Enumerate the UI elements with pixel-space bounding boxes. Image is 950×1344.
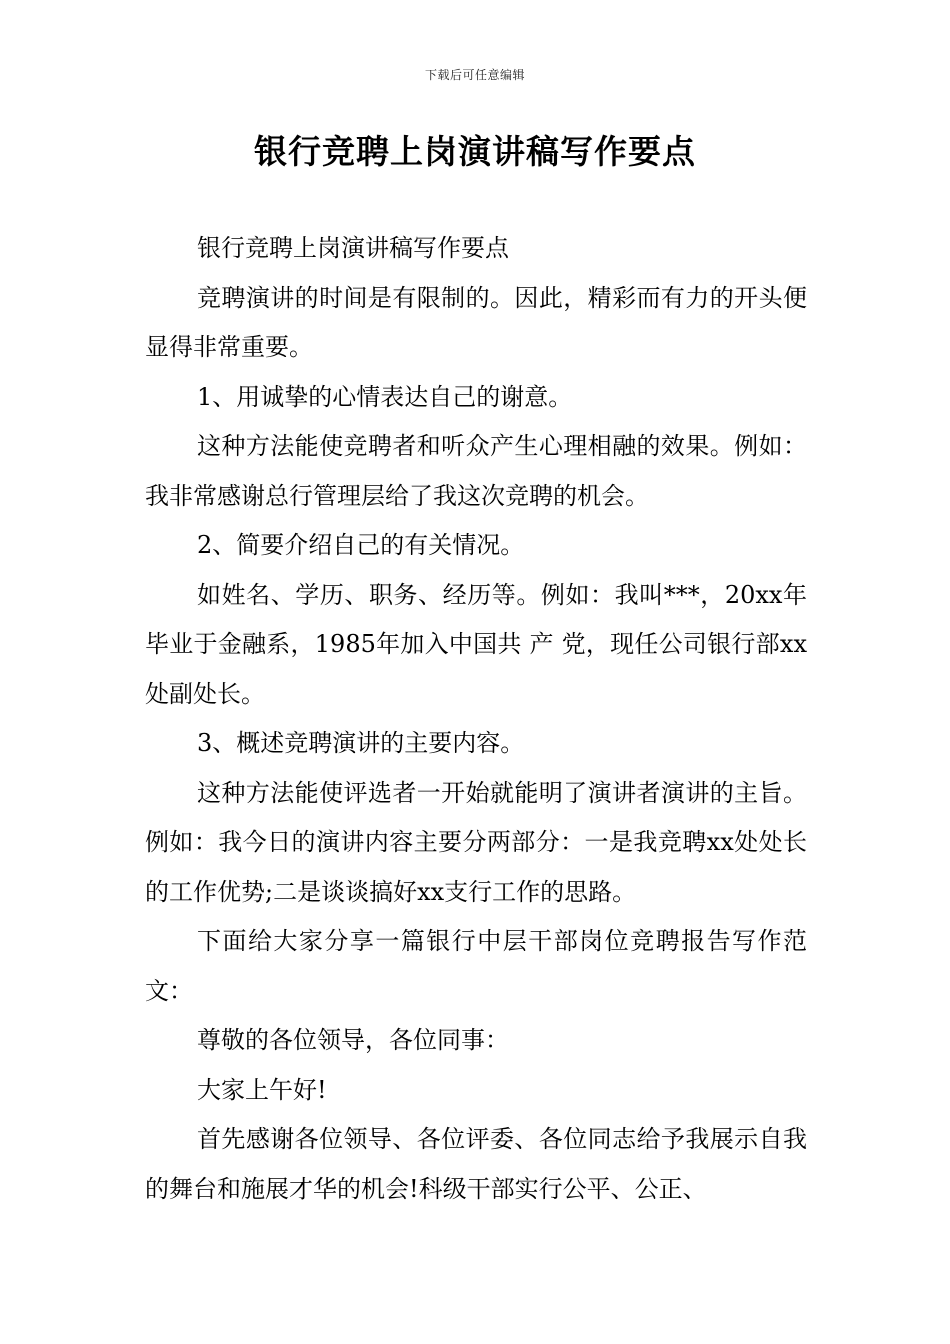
paragraph: 竞聘演讲的时间是有限制的。因此，精彩而有力的开头便显得非常重要。 (145, 283, 807, 361)
paragraph: 2、简要介绍自己的有关情况。 (197, 531, 525, 559)
paragraph: 银行竞聘上岗演讲稿写作要点 (197, 234, 509, 262)
paragraph: 首先感谢各位领导、各位评委、各位同志给予我展示自我的舞台和施展才华的机会!科级干部实行公平、公正、 (145, 1125, 807, 1203)
paragraph: 大家上午好! (197, 1075, 327, 1104)
paragraph: 1、用诚挚的心情表达自己的谢意。 (197, 382, 573, 411)
paragraph: 3、概述竞聘演讲的主要内容。 (197, 729, 525, 757)
paragraph: 如姓名、学历、职务、经历等。例如：我叫***，20xx年毕业于金融系，1985年加入中国共 产 党，现任公司银行部xx处副处长。 (145, 580, 807, 708)
paragraph: 下面给大家分享一篇银行中层干部岗位竞聘报告写作范文： (145, 927, 807, 1005)
paragraph: 这种方法能使竞聘者和听众产生心理相融的效果。例如：我非常感谢总行管理层给了我这次竞聘的机会。 (145, 432, 807, 510)
document-body (145, 224, 807, 1214)
header-note: 下载后可任意编辑 (424, 68, 525, 82)
paragraph: 尊敬的各位领导，各位同事： (197, 1026, 509, 1054)
paragraph: 这种方法能使评选者一开始就能明了演讲者演讲的主旨。例如：我今日的演讲内容主要分两部分：一是我竞聘xx处处长的工作优势;二是谈谈搞好xx支行工作的思路。 (145, 778, 807, 906)
document-title: 银行竞聘上岗演讲稿写作要点 (254, 132, 696, 171)
